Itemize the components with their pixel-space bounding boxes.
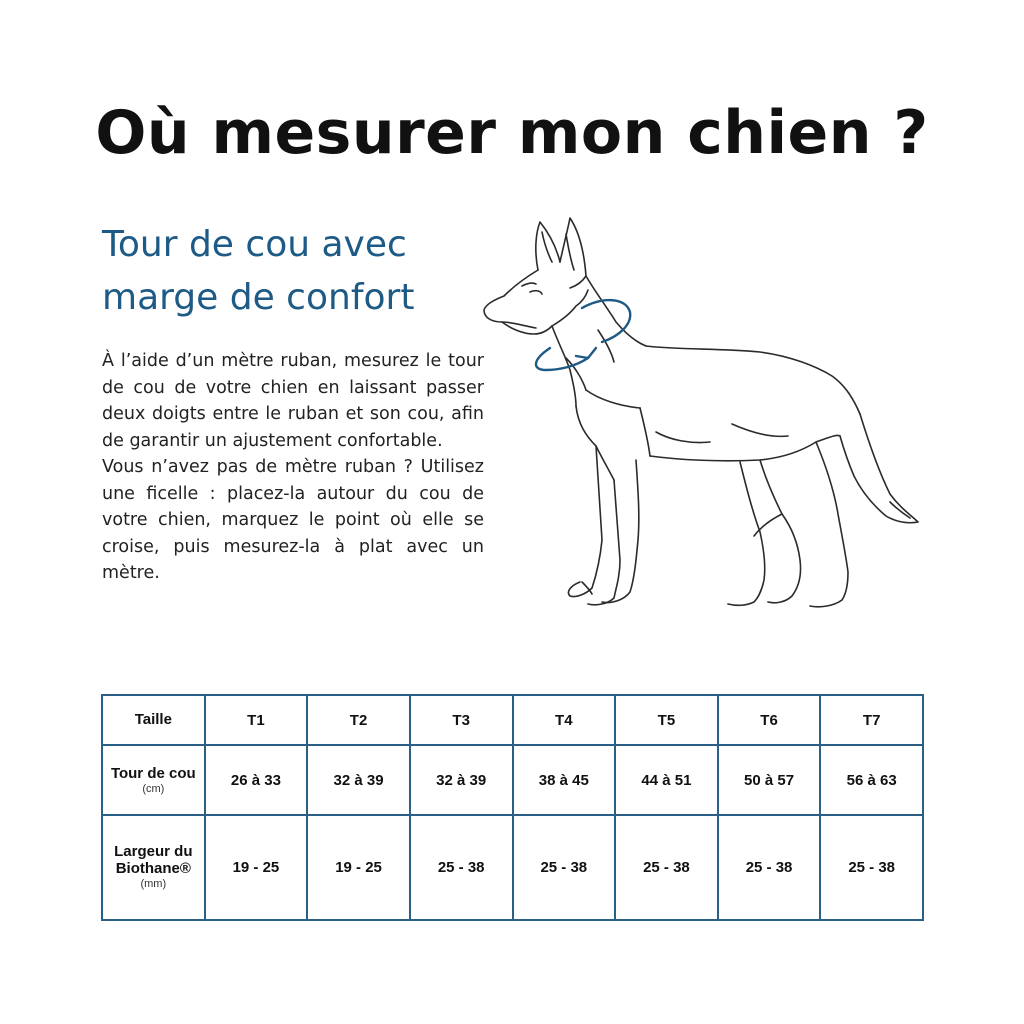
dog-front-leg-right (602, 460, 639, 603)
biothane-width-t5: 25 - 38 (615, 815, 718, 920)
neck-size-label: Tour de cou (110, 764, 196, 782)
dog-chest (576, 406, 614, 480)
biothane-width-label-line-2: Biothane® (115, 860, 191, 878)
neck-measure-arrow-icon (536, 300, 630, 370)
dog-back (646, 346, 860, 414)
page-title: Où mesurer mon chien ? (95, 98, 929, 168)
biothane-width-t7: 25 - 38 (820, 815, 923, 920)
instructions-paragraph-2: Vous n’avez pas de mètre ruban ? Utilisez une ficelle : placez-la autour du cou de votre chien, marquez le point où elle se croise, puis mesurez-la à plat avec un mètre. (102, 457, 484, 583)
neck-size-t5: 44 à 51 (615, 745, 718, 814)
dog-front-leg-left (568, 446, 602, 597)
dog-belly (650, 435, 840, 460)
biothane-width-row (102, 815, 923, 920)
biothane-width-t1: 19 - 25 (205, 815, 308, 920)
section-subtitle (102, 218, 502, 324)
neck-size-t3: 32 à 39 (410, 745, 513, 814)
size-header-t1: T1 (205, 695, 308, 745)
neck-size-row (102, 745, 923, 814)
size-table (101, 694, 924, 921)
measurement-instructions (102, 348, 484, 587)
size-header-t3: T3 (410, 695, 513, 745)
biothane-width-label-line-1: Largeur du (114, 843, 193, 861)
size-header-label: Taille (102, 695, 205, 745)
biothane-width-row-label (102, 815, 205, 920)
neck-size-t1: 26 à 33 (205, 745, 308, 814)
instructions-paragraph-1: À l’aide d’un mètre ruban, mesurez le tour de cou de votre chien en laissant passer deux doigts entre le ruban et son cou, afin de garantir un ajustement confortable. (102, 351, 484, 451)
size-header-t5: T5 (615, 695, 718, 745)
neck-size-t6: 50 à 57 (718, 745, 821, 814)
size-table-header-row (102, 695, 923, 745)
biothane-width-t4: 25 - 38 (513, 815, 616, 920)
dog-tail (840, 414, 918, 523)
size-header-t7: T7 (820, 695, 923, 745)
dog-ear-left (536, 222, 560, 270)
neck-size-t2: 32 à 39 (307, 745, 410, 814)
subtitle-line-2: marge de confort (102, 277, 415, 318)
neck-size-t7: 56 à 63 (820, 745, 923, 814)
neck-size-row-label (102, 745, 205, 814)
subtitle-line-1: Tour de cou avec (102, 224, 407, 265)
biothane-width-unit: (mm) (140, 878, 167, 891)
size-header-t6: T6 (718, 695, 821, 745)
dog-hind-leg-right (728, 462, 765, 605)
dog-ear-right (560, 218, 586, 288)
biothane-width-t2: 19 - 25 (307, 815, 410, 920)
size-header-t2: T2 (307, 695, 410, 745)
biothane-width-t6: 25 - 38 (718, 815, 821, 920)
size-header-t4: T4 (513, 695, 616, 745)
dog-hind-leg-left (760, 460, 801, 603)
neck-size-t4: 38 à 45 (513, 745, 616, 814)
dog-line-drawing-icon (470, 210, 930, 620)
biothane-width-t3: 25 - 38 (410, 815, 513, 920)
neck-size-unit: (cm) (142, 782, 165, 795)
